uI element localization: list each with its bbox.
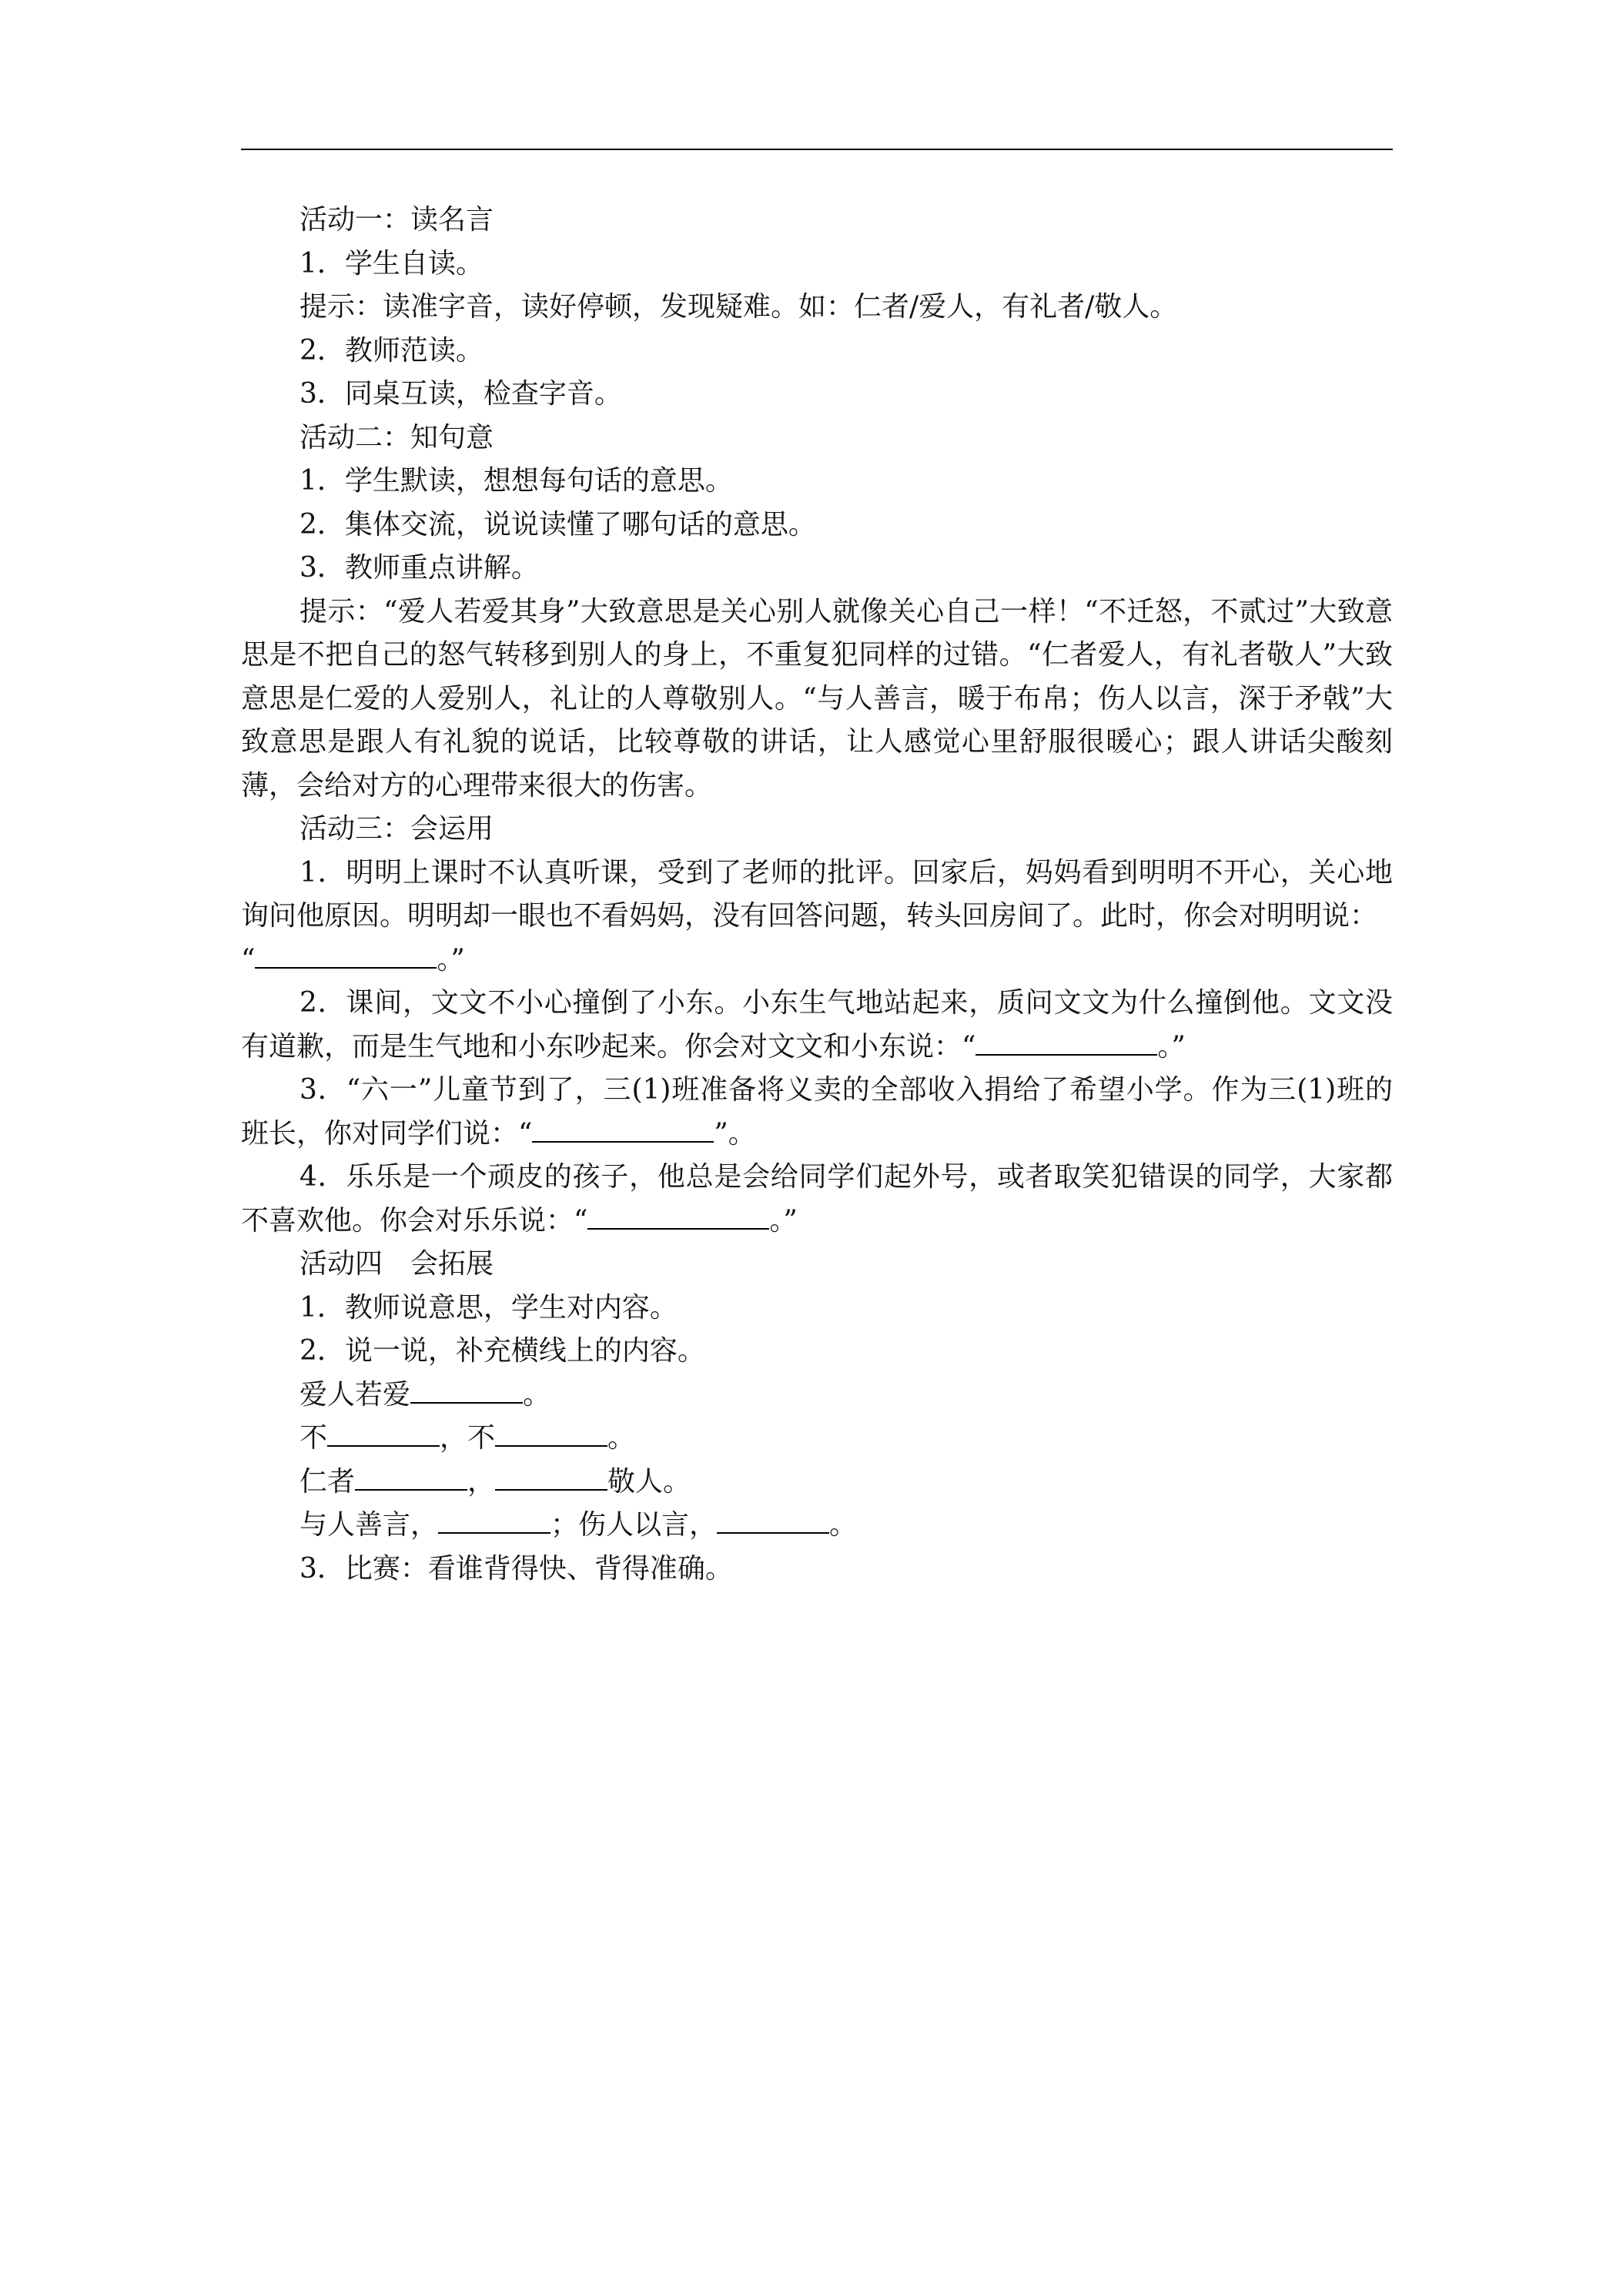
fill4-prefix: 与人善言， — [300, 1509, 439, 1541]
fill3-blank-1[interactable] — [355, 1463, 467, 1491]
activity3-question-3 — [241, 1069, 1393, 1156]
q2-text: 2．课间，文文不小心撞倒了小东。小东生气地站起来，质问文文为什么撞倒他。文文没有道歉，而是生气地和小东吵起来。你会对文文和小东说：“ — [241, 987, 1393, 1063]
fill4-mid: ；伤人以言， — [550, 1509, 718, 1541]
activity4-item-3: 3．比赛：看谁背得快、背得准确。 — [300, 1552, 733, 1585]
activity3-question-1-answer — [241, 939, 1393, 982]
fill2-blank-2[interactable] — [495, 1419, 607, 1447]
activity2-hint: 提示：“爱人若爱其身”大致意思是关心别人就像关心自己一样！“不迁怒，不贰过”大致意思是不把自己的怒气转移到别人的身上，不重复犯同样的过错。“仁者爱人，有礼者敬人”大致意思是仁爱的人爱别人，礼让的人尊敬别人。“与人善言，暖于布帛；伤人以言，深于矛戟”大致意思是跟人有礼貌的说话，比较尊敬的讲话，让人感觉心里舒服很暖心；跟人讲话尖酸刻薄，会给对方的心理带来很大的伤害。 — [241, 595, 1393, 802]
fill1-blank[interactable] — [410, 1376, 523, 1404]
activity1-item-3: 3．同桌互读，检查字音。 — [300, 378, 622, 410]
q4-close-quote: 。” — [769, 1204, 798, 1237]
activity4-item-2: 2．说一说，补充横线上的内容。 — [300, 1335, 705, 1367]
fill-line-2 — [241, 1417, 1393, 1461]
fill4-end: 。 — [829, 1509, 858, 1541]
document-body — [241, 199, 1393, 1591]
header-rule — [241, 149, 1393, 150]
activity3-question-1 — [241, 852, 1393, 939]
fill2-mid: ，不 — [440, 1422, 496, 1454]
fill3-mid: ， — [467, 1465, 496, 1498]
activity3-title: 活动三：会运用 — [300, 813, 494, 845]
fill3-end: 敬人。 — [607, 1465, 691, 1498]
fill4-blank-2[interactable] — [717, 1506, 829, 1534]
fill4-blank-1[interactable] — [438, 1506, 550, 1534]
q4-answer-blank[interactable] — [587, 1202, 769, 1230]
activity1-item-2: 2．教师范读。 — [300, 334, 484, 366]
q1-close-quote: 。” — [437, 943, 465, 976]
activity4-item-1: 1．教师说意思，学生对内容。 — [300, 1291, 678, 1324]
fill-line-1 — [241, 1374, 1393, 1417]
q2-close-quote: 。” — [1157, 1030, 1186, 1063]
q3-answer-blank[interactable] — [532, 1115, 714, 1143]
activity2-item-1: 1．学生默读，想想每句话的意思。 — [300, 465, 733, 497]
activity3-question-2 — [241, 982, 1393, 1069]
fill2-blank-1[interactable] — [327, 1419, 440, 1447]
fill3-prefix: 仁者 — [300, 1465, 356, 1498]
q4-text: 4．乐乐是一个顽皮的孩子，他总是会给同学们起外号，或者取笑犯错误的同学，大家都不喜欢他。你会对乐乐说：“ — [241, 1161, 1393, 1237]
q1-open-quote: “ — [241, 943, 256, 976]
activity1-item-1: 1．学生自读。 — [300, 247, 484, 279]
activity3-question-4 — [241, 1156, 1393, 1243]
q1-answer-blank[interactable] — [255, 941, 437, 969]
fill-line-4 — [241, 1504, 1393, 1548]
fill-line-3 — [241, 1461, 1393, 1504]
activity1-title: 活动一：读名言 — [300, 204, 494, 236]
fill1-prefix: 爱人若爱 — [300, 1378, 411, 1411]
fill1-end: 。 — [523, 1378, 551, 1411]
q1-text: 1．明明上课时不认真听课，受到了老师的批评。回家后，妈妈看到明明不开心，关心地询问他原因。明明却一眼也不看妈妈，没有回答问题，转头回房间了。此时，你会对明明说： — [241, 856, 1393, 932]
q3-close-quote: ”。 — [714, 1117, 756, 1150]
q2-answer-blank[interactable] — [975, 1028, 1157, 1056]
fill2-prefix: 不 — [300, 1422, 328, 1454]
fill3-blank-2[interactable] — [495, 1463, 607, 1491]
activity2-item-2: 2．集体交流，说说读懂了哪句话的意思。 — [300, 508, 816, 541]
activity1-hint: 提示：读准字音，读好停顿，发现疑难。如：仁者/爱人，有礼者/敬人。 — [300, 291, 1178, 323]
activity2-title: 活动二：知句意 — [300, 421, 494, 454]
activity4-title: 活动四 会拓展 — [300, 1248, 494, 1280]
activity2-item-3: 3．教师重点讲解。 — [300, 552, 539, 584]
fill2-end: 。 — [607, 1422, 636, 1454]
q3-text: 3．“六一”儿童节到了，三(1)班准备将义卖的全部收入捐给了希望小学。作为三(1)班的班长，你对同学们说：“ — [241, 1074, 1393, 1150]
